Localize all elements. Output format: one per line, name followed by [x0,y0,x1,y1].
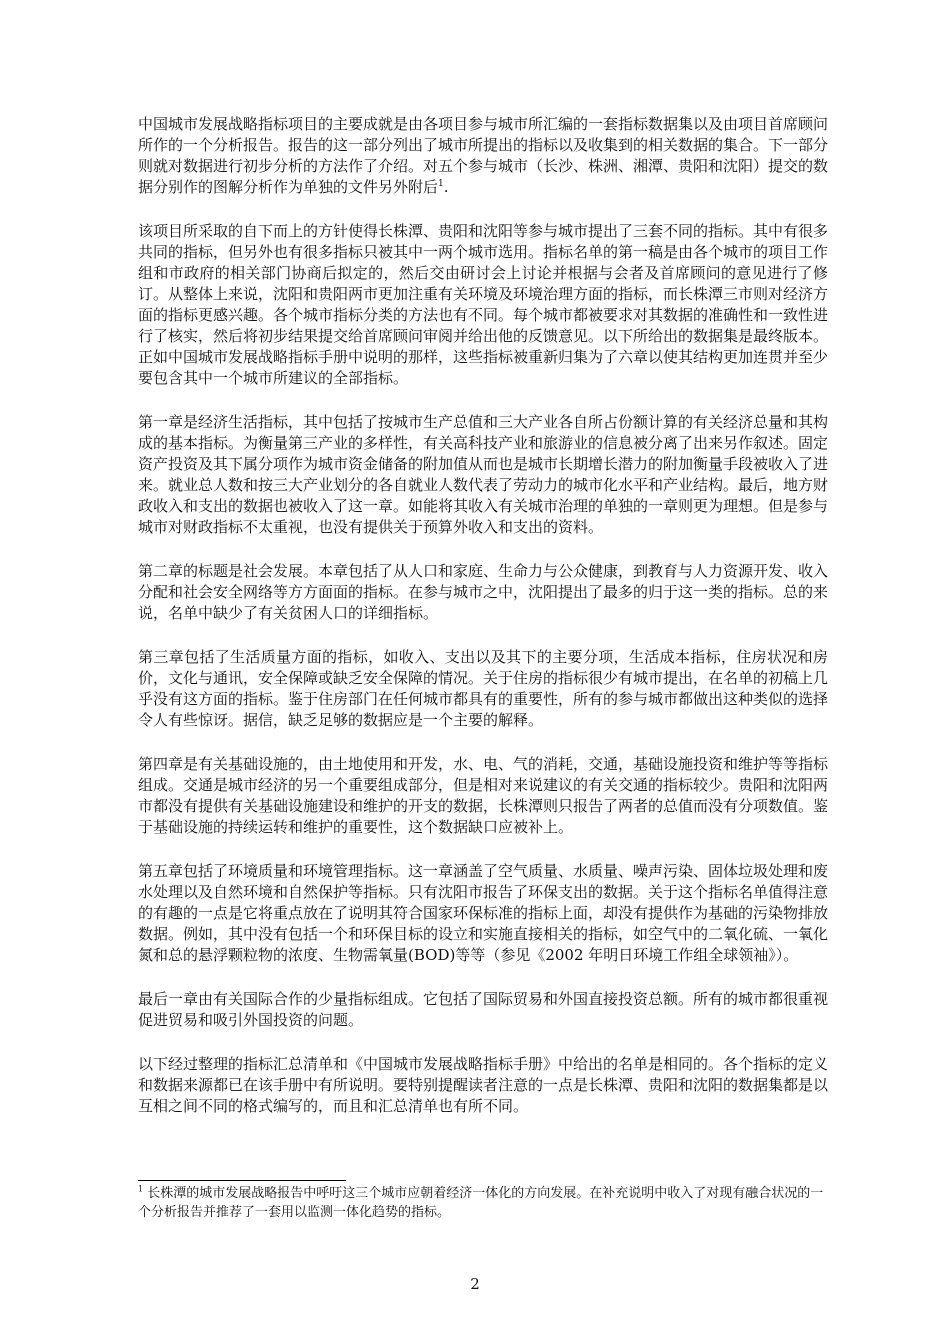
paragraph-chapter-2: 第二章的标题是社会发展。本章包括了从人口和家庭、生命力与公众健康，到教育与人力资源开发、收入分配和社会安全网络等方方面面的指标。在参与城市之中，沈阳提出了最多的归于这一类的指标。总的来说，名单中缺少了有关贫困人口的详细指标。 [138,562,829,622]
paragraph-chapter-6: 最后一章由有关国际合作的少量指标组成。它包括了国际贸易和外国直接投资总额。所有的城市都很重视促进贸易和吸引外国投资的问题。 [138,990,829,1029]
paragraph-chapter-5: 第五章包括了环境质量和环境管理指标。这一章涵盖了空气质量、水质量、噪声污染、固体垃圾处理和废水处理以及自然环境和自然保护等指标。只有沈阳市报告了环保支出的数据。关于这个指标名单值得注意的有趣的一点是它将重点放在了说明其符合国家环保标准的指标上面，却没有提供作为基础的污染物排放数据。例如，其中没有包括一个和环保目标的设立和实施直接相关的指标，如空气中的二氧化硫、一氧化氮和总的悬浮颗粒物的浓度、生物需氧量(BOD)等等（参见《2002 年明日环境工作组全球领袖》）。 [138,862,829,964]
paragraph-chapter-3: 第三章包括了生活质量方面的指标，如收入、支出以及其下的主要分项，生活成本指标，住房状况和房价，文化与通讯，安全保障或缺乏安全保障的情况。关于住房的指标很少有城市提出，在名单的初稿上几乎没有这方面的指标。鉴于住房部门在任何城市都具有的重要性，所有的参与城市都做出这种类似的选择令人有些惊讶。据信，缺乏足够的数据应是一个主要的解释。 [138,648,829,729]
paragraph-intro [138,114,828,198]
paragraph-intro-tail: . [443,178,449,196]
paragraph-summary-list: 以下经过整理的指标汇总清单和《中国城市发展战略指标手册》中给出的名单是相同的。各个指标的定义和数据来源都已在该手册中有所说明。要特别提醒读者注意的一点是长株潭、贵阳和沈阳的数据集都是以互相之间不同的格式编写的，而且和汇总清单也有所不同。 [138,1055,829,1115]
footnote [138,1184,828,1222]
footnote-text: 长株潭的城市发展战略报告中呼吁这三个城市应朝着经济一体化的方向发展。在补充说明中收入了对现有融合状况的一个分析报告并推荐了一套用以监测一体化趋势的指标。 [138,1186,824,1220]
footnote-marker: 1 [138,1184,144,1194]
paragraph-intro-text: 中国城市发展战略指标项目的主要成就是由各项目参与城市所汇编的一套指标数据集以及由项目首席顾问所作的一个分析报告。报告的这一部分列出了城市所提出的指标以及收集到的相关数据的集合。下一部分则就对数据进行初步分析的方法作了介绍。对五个参与城市（长沙、株洲、湘潭、贵阳和沈阳）提交的数据分别作的图解分析作为单独的文件另外附后 [138,115,829,196]
paragraph-chapter-1: 第一章是经济生活指标，其中包括了按城市生产总值和三大产业各自所占份额计算的有关经济总量和其构成的基本指标。为衡量第三产业的多样性，有关高科技产业和旅游业的信息被分离了出来另作叙述。固定资产投资及其下属分项作为城市资金储备的附加值从而也是城市长期增长潜力的附加衡量手段被收入了进来。就业总人数和按三大产业划分的各自就业人数代表了劳动力的城市化水平和产业结构。最后，地方财政收入和支出的数据也被收入了这一章。如能将其收入有关城市治理的单独的一章则更为理想。但是参与城市对财政指标不太重视，也没有提供关于预算外收入和支出的资料。 [138,413,829,536]
footnote-reference[interactable]: 1 [438,179,444,189]
page-number: 2 [470,1275,480,1293]
document-body [138,114,828,1140]
paragraph-approach: 该项目所采取的自下而上的方针使得长株潭、贵阳和沈阳等参与城市提出了三套不同的指标。其中有很多共同的指标，但另外也有很多指标只被其中一两个城市选用。指标名单的第一稿是由各个城市的项目工作组和市政府的相关部门协商后拟定的，然后交由研讨会上讨论并根据与会者及首席顾问的意见进行了修订。从整体上来说，沈阳和贵阳两市更加注重有关环境及环境治理方面的指标，而长株潭三市则对经济方面的指标更感兴趣。各个城市指标分类的方法也有不同。每个城市都被要求对其数据的准确性和一致性进行了核实，然后将初步结果提交给首席顾问审阅并给出他的反馈意见。以下所给出的数据集是最终版本。正如中国城市发展战略指标手册中说明的那样，这些指标被重新归集为了六章以使其结构更加连贯并至少要包含其中一个城市所建议的全部指标。 [138,222,829,387]
footnote-separator [138,1180,346,1181]
paragraph-chapter-4: 第四章是有关基础设施的，由土地使用和开发，水、电、气的消耗，交通，基础设施投资和维护等等指标组成。交通是城市经济的另一个重要组成部分，但是相对来说建议的有关交通的指标较少。贵阳和沈阳两市都没有提供有关基础设施建设和维护的开支的数据，长株潭则只报告了两者的总值而没有分项数值。鉴于基础设施的持续运转和维护的重要性，这个数据缺口应被补上。 [138,755,829,836]
